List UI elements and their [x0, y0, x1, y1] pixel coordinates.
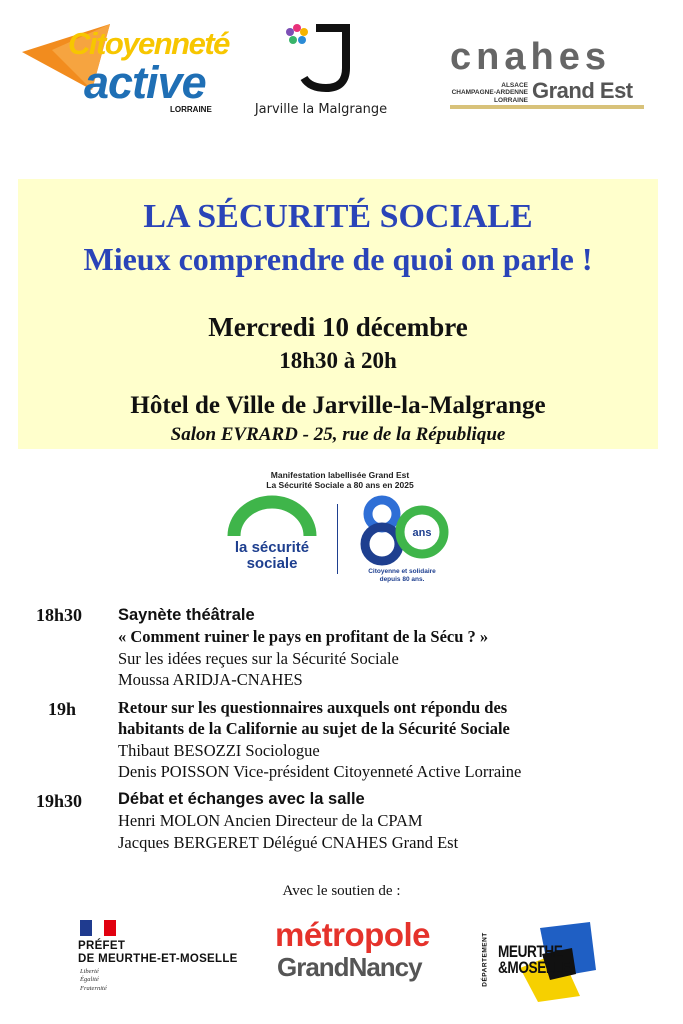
- metropole-word: métropole: [275, 916, 431, 953]
- grand-nancy-word: GrandNancy: [277, 952, 422, 982]
- programme-line: Sur les idées reçues sur la Sécurité Sociale: [118, 648, 399, 668]
- secu-line-2: sociale: [246, 555, 298, 573]
- prefet-line-1: PRÉFET: [78, 940, 126, 952]
- event-time: 18h30 à 20h: [279, 348, 397, 373]
- programme-item: [36, 790, 82, 813]
- eighty-anniversary-icon: [352, 492, 452, 568]
- meurthe-word: MEURTHE: [498, 942, 563, 961]
- cnahes-grand-est: Grand Est: [532, 78, 633, 103]
- departement-label: DÉPARTEMENT: [481, 932, 489, 987]
- programme-time: 19h30: [36, 791, 83, 811]
- programme-title: Saynète théâtrale: [118, 606, 255, 624]
- programme-item: [36, 604, 82, 627]
- secu-line-1: la sécurité: [234, 539, 310, 556]
- cnahes-logo: [448, 38, 658, 118]
- prefet-line-2: DE MEURTHE-ET-MOSELLE: [78, 953, 238, 966]
- prefet-logo: [78, 920, 258, 1000]
- marianne-flag-icon: [80, 920, 116, 936]
- label-text: Manifestation labellisée Grand Est La Sécurité Sociale a 80 ans en 2025: [266, 470, 414, 491]
- event-address: Salon EVRARD - 25, rue de la République: [170, 424, 506, 445]
- programme-line: Moussa ARIDJA-CNAHES: [118, 670, 303, 690]
- programme-title: habitants de la Californie au sujet de la Sécurité Sociale: [118, 719, 510, 739]
- event-place: Hôtel de Ville de Jarville-la-Malgrange: [130, 392, 546, 419]
- green-arch-icon: [222, 494, 322, 540]
- moselle-word: &MOSELLE: [498, 958, 571, 978]
- programme-time: 19h: [48, 699, 77, 719]
- event-date: Mercredi 10 décembre: [208, 312, 468, 342]
- programme-details: [118, 605, 488, 691]
- citoyennete-word: Citoyenneté: [68, 26, 229, 61]
- metropole-grand-nancy-logo: [275, 918, 465, 998]
- jarville-logo: [240, 18, 410, 124]
- securite-sociale-logo: [222, 494, 332, 584]
- prefet-motto: Liberté Égalité Fraternité: [80, 968, 107, 992]
- jarville-j-icon: [240, 18, 410, 98]
- programme-subtitle: « Comment ruiner le pays en profitant de la Sécu ? »: [118, 627, 489, 647]
- eighty-years-logo: [352, 492, 462, 592]
- programme-item: [48, 698, 76, 721]
- support-heading: Avec le soutien de :: [282, 883, 401, 899]
- cnahes-underline: [450, 105, 644, 109]
- cnahes-regions: ALSACE CHAMPAGNE-ARDENNE LORRAINE: [451, 82, 528, 104]
- programme-title: Retour sur les questionnaires auxquels ont répondu des: [118, 698, 508, 717]
- programme-details: [118, 789, 458, 853]
- meurthe-et-moselle-logo: [480, 918, 610, 1008]
- programme-line: Jacques BERGERET Délégué CNAHES Grand Est: [118, 832, 459, 852]
- eighty-suffix: ans: [412, 527, 432, 539]
- logo-divider: [337, 504, 338, 574]
- programme-time: 18h30: [36, 605, 83, 625]
- programme-line: Thibaut BESOZZI Sociologue: [118, 740, 320, 760]
- lorraine-word: LORRAINE: [170, 105, 212, 114]
- cnahes-word: cnahes: [450, 36, 611, 78]
- programme-line: Henri MOLON Ancien Directeur de la CPAM: [118, 811, 423, 831]
- eighty-caption: Citoyenne et solidaire depuis 80 ans.: [368, 568, 436, 583]
- jarville-name: Jarville la Malgrange: [254, 102, 388, 117]
- programme-details: [118, 697, 521, 783]
- programme-title: Débat et échanges avec la salle: [118, 790, 365, 808]
- title-line-2: Mieux comprendre de quoi on parle !: [83, 241, 593, 277]
- programme-line: Denis POISSON Vice-président Citoyenneté Active Lorraine: [118, 762, 522, 782]
- title-line-1: LA SÉCURITÉ SOCIALE: [143, 198, 533, 235]
- active-word: active: [84, 57, 206, 108]
- citoyennete-active-logo: [22, 22, 229, 122]
